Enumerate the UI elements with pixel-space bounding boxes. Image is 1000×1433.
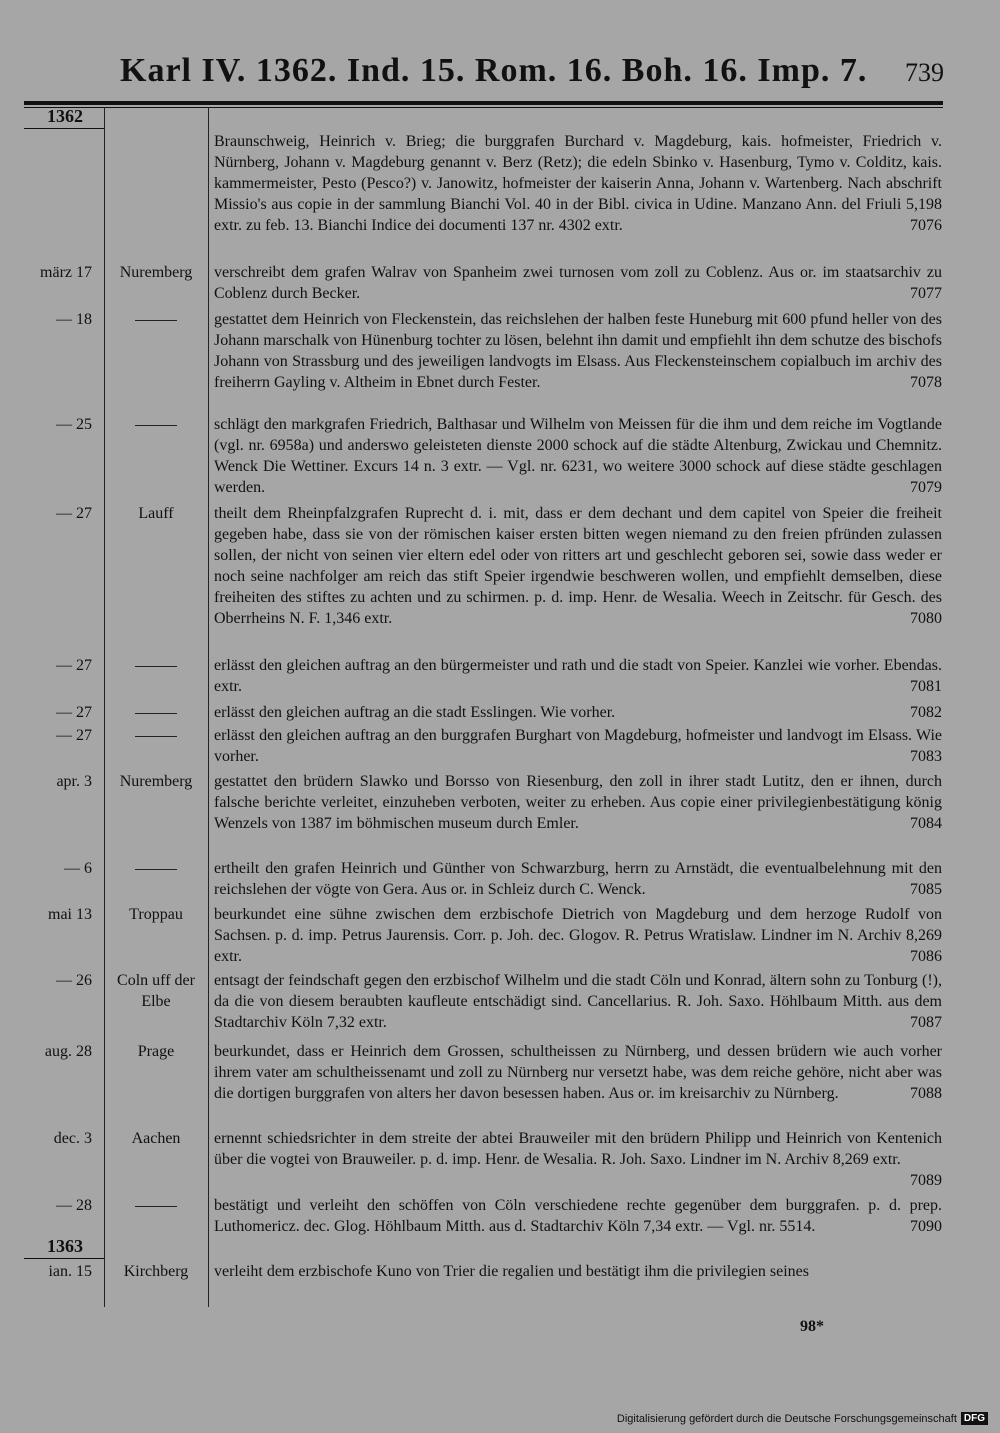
entry-place: Kirchberg [123,1263,189,1280]
entry-number: 7083 [910,748,942,765]
entry-text [214,1128,942,1191]
entry-body: verschreibt dem grafen Walrav von Spanheim zwei turnosen vom zoll zu Coblenz. Aus or. im staatsarchiv zu Coblenz durch Becker. [214,264,942,302]
entry-body: Braunschweig, Heinrich v. Brieg; die burggrafen Burchard v. Magdeburg, kais. hofmeister, Friedrich v. Nürnberg, Johann v. Magdeburg genannt v. Berz (Retz); die edeln Sbinko v. Hasenburg, Tymo v. Colditz, kais. kammermeister, Pesto (Pesco?) v. Janowitz, hofmeister der kaiserin Anna, Johann v. Wartenberg. Nach abschrift Missio's aus copie in der sammlung Bianchi Vol. 40 in der Bibl. civica in Udine. Manzano Ann. del Friuli 5,198 extr. zu feb. 13. Bianchi Indice dei documenti 137 nr. 4302 extr. [214,133,942,234]
entry-place: Troppau [129,906,183,923]
entry-place: Lauff [138,505,174,522]
year-heading: 1363 [47,1236,83,1256]
entry-body: erlässt den gleichen auftrag an den burggrafen Burghart von Magdeburg, hofmeister und landvogt im Elsass. Wie vorher. [214,727,942,765]
entry-number: 7082 [910,704,942,721]
entry-number: 7076 [910,217,942,234]
entry-body: schlägt den markgrafen Friedrich, Balthasar und Wilhelm von Meissen für die ihm und dem reiche im Vogtlande (vgl. nr. 6958a) und anderswo geleisteten dienste 2000 schock auf die städte Altenburg, Zwickau und Chemnitz. Wenck Die Wettiner. Excurs 14 n. 3 extr. — Vgl. nr. 6231, wo weitere 3000 schock auf diese städte geschlagen werden. [214,416,942,496]
entry-body: gestattet den brüdern Slawko und Borsso von Riesenburg, den zoll in ihrer stadt Lutitz, den er ihnen, durch falsche berichte verleitet, einzuheben verboten, weiter zu erheben. Aus copie einer privilegienbestätigung könig Wenzels von 1387 im böhmischen museum durch Emler. [214,773,942,832]
entry-place: Prage [137,1043,175,1060]
year-heading: 1362 [47,106,83,126]
entry-body: beurkundet, dass er Heinrich dem Grossen, schultheissen zu Nürnberg, und dessen brüdern wie auch vorher ihrem vater am schultheissenamt und zoll zu Nürnberg nur versetzt habe, was dem reiche gehöre, nicht aber was die dortigen burggrafen von alters her davon besessen haben. Aus or. im kreisarchiv zu Nürnberg. [214,1043,942,1102]
column-divider-date [104,107,105,1307]
ditto-dash [135,666,177,667]
page-header [120,52,950,102]
entry-text [214,771,942,834]
entry-number: 7087 [910,1014,942,1031]
entry-place [106,309,206,330]
entry-place: Aachen [131,1130,181,1147]
entry-text [214,970,942,1033]
entry-date: — 27 [56,704,92,721]
column-divider-place [208,107,209,1307]
entry-text [214,262,942,304]
entry-number: 7080 [910,610,942,627]
entry-body: gestattet dem Heinrich von Fleckenstein, das reichslehen der halben feste Huneburg mit 600 pfund heller von des Johann marschalk von Hünenburg tochter zu lösen, belehnt ihn damit und empfiehlt ihn dem schutze des bischofs Johann von Strassburg und des jeweiligen landvogts im Elsass. Aus Fleckensteinschem copialbuch im archiv des freiherrn Gayling v. Altheim in Ebnet durch Fester. [214,311,942,391]
entry-place [106,655,206,676]
entry-number: 7079 [910,479,942,496]
entry-date: märz 17 [40,264,92,281]
entry-text [214,1195,942,1237]
dfg-footer [617,1412,988,1425]
ditto-dash [135,713,177,714]
ditto-dash [135,320,177,321]
entry-text [214,725,942,767]
entry-number: 7088 [910,1085,942,1102]
entry-body: theilt dem Rheinpfalzgrafen Ruprecht d. i. mit, dass er dem dechant und dem capitel von Speier die freiheit gegeben habe, dass sie von der römischen kaiser ersten bitten wegen niemand zu den freien pfründen zulassen sollen, der nicht von seinen vier eltern edel oder von ritters art und geschlecht geboren sei, sowie dass weder er noch seine nachfolger am reich das stift Speier irgendwie beschweren wollen, und empfiehlt demselben, diese freiheiten des stiftes zu achten und zu schirmen. p. d. imp. Henr. de Wesalia. Weech in Zeitschr. für Gesch. des Oberrheins N. F. 1,346 extr. [214,505,942,627]
header-rule-thin [24,107,943,108]
entry-text [214,702,942,723]
entry-place: Nuremberg [119,773,193,790]
entry-text [214,1041,942,1104]
footer-text: Digitalisierung gefördert durch die Deutsche Forschungsgemeinschaft [616,1412,957,1425]
entry-place [106,858,206,879]
entry-text [214,309,942,393]
entry-place: Nuremberg [119,264,193,281]
entry-text [214,131,942,236]
entry-date: ian. 15 [48,1263,92,1280]
entry-body: ertheilt den grafen Heinrich und Günther von Schwarzburg, herrn zu Arnstädt, die eventualbelehnung mit den reichslehen der vögte von Gera. Aus or. in Schleiz durch C. Wenck. [214,860,942,898]
entry-date: — 27 [56,657,92,674]
entry-date: apr. 3 [56,773,92,790]
entry-place [106,702,206,723]
entry-text [214,414,942,498]
entry-date: — 18 [56,311,92,328]
entry-body: erlässt den gleichen auftrag an den bürgermeister und rath und die stadt von Speier. Kanzlei wie vorher. Ebendas. extr. [214,657,942,695]
entry-date: — 26 [56,972,92,989]
entry-place [106,414,206,435]
entry-place [106,1195,206,1216]
entry-date: — 6 [64,860,92,877]
entry-body: verleiht dem erzbischofe Kuno von Trier die regalien und bestätigt ihm die privilegien seines [214,1263,809,1280]
ditto-dash [135,869,177,870]
entry-body: bestätigt und verleiht den schöffen von Cöln verschiedene rechte gegenüber dem burggrafen. p. d. prep. Luthomericz. dec. Glog. Höhlbaum Mitth. aus d. Stadtarchiv Köln 7,34 extr. — Vgl. nr. 5514. [214,1197,942,1235]
entry-body: erlässt den gleichen auftrag an die stadt Esslingen. Wie vorher. [214,704,616,721]
year-rule [24,128,104,129]
entry-date: aug. 28 [44,1043,92,1060]
entry-body: beurkundet eine sühne zwischen dem erzbischofe Dietrich von Magdeburg und dem herzoge Rudolf von Sachsen. p. d. imp. Petrus Jaurensis. Corr. p. Joh. dec. Glogov. R. Petrus Wratislaw. Lindner im N. Archiv 8,269 extr. [214,906,942,965]
entry-date: — 25 [56,416,92,433]
entry-number: 7090 [910,1218,942,1235]
entry-text [214,1261,942,1282]
entry-body: entsagt der feindschaft gegen den erzbischof Wilhelm und die stadt Cöln und Konrad, ältern sohn zu Tonburg (!), da die von diesem beraubten kaufleute entschädigt sind. Cancellarius. R. Joh. Saxo. Höhlbaum Mitth. aus dem Stadtarchiv Köln 7,32 extr. [214,972,942,1031]
ditto-dash [135,425,177,426]
signature-mark: 98* [800,1318,824,1335]
entry-text [214,503,942,629]
entry-body: ernennt schiedsrichter in dem streite der abtei Brauweiler mit den brüdern Philipp und Heinrich von Kentenich über die vogtei von Brauweiler. p. d. imp. Henr. de Wesalia. R. Joh. Saxo. Lindner im N. Archiv 8,269 extr. [214,1130,942,1168]
dfg-logo: DFG [961,1412,988,1425]
entry-number: 7077 [910,285,942,302]
entry-place: Coln uff der Elbe [117,972,195,1010]
entry-date: — 27 [56,505,92,522]
entry-place [106,725,206,746]
entry-number: 7085 [910,881,942,898]
entry-text [214,904,942,967]
entry-date: dec. 3 [53,1130,92,1147]
entry-text [214,858,942,900]
entry-number: 7078 [910,374,942,391]
ditto-dash [135,1206,177,1207]
year-rule [24,1258,104,1259]
entry-number: 7084 [910,815,942,832]
entry-date: — 27 [56,727,92,744]
entry-number: 7089 [910,1172,942,1189]
entry-date: mai 13 [48,906,92,923]
running-title: Karl IV. 1362. Ind. 15. Rom. 16. Boh. 16. Imp. 7. [120,52,868,89]
entry-date: — 28 [56,1197,92,1214]
entry-text [214,655,942,697]
page-number: 739 [905,58,944,87]
ditto-dash [135,736,177,737]
entry-number: 7081 [910,678,942,695]
header-rule [24,101,943,105]
entry-number: 7086 [910,948,942,965]
